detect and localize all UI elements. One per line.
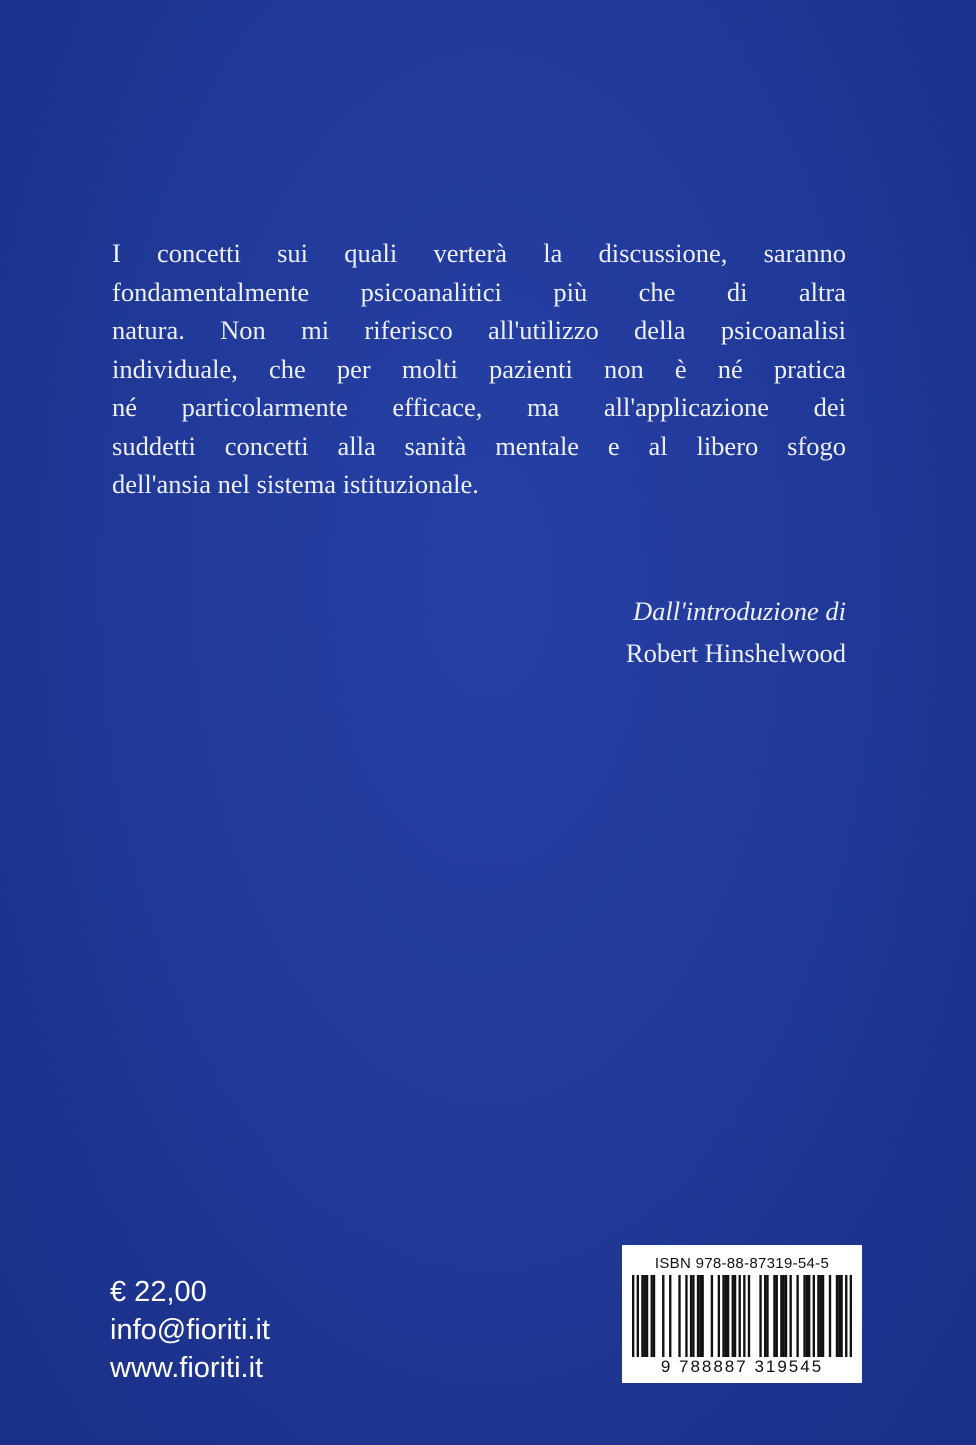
publisher-contact <box>110 1273 270 1387</box>
blurb-line: né particolarmente efficace, ma all'applicazione dei <box>112 392 846 422</box>
barcode-bar <box>725 1275 727 1357</box>
barcode-icon <box>632 1275 852 1357</box>
barcode-bar <box>641 1275 643 1357</box>
barcode-bar <box>690 1275 692 1357</box>
isbn-label: ISBN 978-88-87319-54-5 <box>654 1255 830 1272</box>
barcode-bar <box>759 1275 761 1357</box>
blurb-line: fondamentalmente psicoanalitici più che di altra <box>112 276 846 307</box>
barcode-bar <box>783 1275 785 1357</box>
barcode-bar <box>732 1275 734 1357</box>
barcode-bar <box>646 1275 648 1357</box>
barcode-bar <box>836 1275 838 1357</box>
barcode-bar <box>820 1275 822 1357</box>
barcode-bar <box>722 1275 724 1357</box>
barcode-bar <box>727 1275 729 1357</box>
barcode-bar <box>813 1275 815 1357</box>
barcode-bar <box>743 1275 745 1357</box>
blurb-line: I concetti sui quali verterà la discussione, saranno <box>112 238 846 268</box>
barcode-bar <box>808 1275 810 1357</box>
attribution-intro: Dall'introduzione di <box>632 596 846 626</box>
barcode-bar <box>766 1275 768 1357</box>
barcode-bar <box>840 1275 842 1357</box>
barcode-bar <box>776 1275 778 1357</box>
email-link[interactable]: info@fioriti.it <box>110 1314 270 1346</box>
barcode-bar <box>653 1275 655 1357</box>
barcode-bar <box>780 1275 782 1357</box>
barcode-bar <box>803 1275 805 1357</box>
barcode-bar <box>806 1275 808 1357</box>
barcode-bar <box>632 1275 634 1357</box>
barcode-bar <box>718 1275 720 1357</box>
barcode-bar <box>845 1275 847 1357</box>
barcode-bar <box>796 1275 798 1357</box>
blurb-text <box>112 234 846 504</box>
barcode-bar <box>662 1275 664 1357</box>
barcode-bar <box>637 1275 639 1357</box>
barcode-bar <box>678 1275 680 1357</box>
barcode-bar <box>838 1275 840 1357</box>
website-link[interactable]: www.fioriti.it <box>110 1352 264 1384</box>
barcode-bar <box>734 1275 736 1357</box>
barcode-bar <box>644 1275 646 1357</box>
barcode-bar <box>817 1275 819 1357</box>
blurb-line: suddetti concetti alla sanità mentale e al libero sfogo <box>112 430 846 461</box>
barcode-bar <box>748 1275 750 1357</box>
barcode-bar <box>692 1275 694 1357</box>
barcode-bar <box>829 1275 831 1357</box>
barcode-bar <box>764 1275 766 1357</box>
barcode-panel <box>622 1245 862 1383</box>
barcode-bar <box>739 1275 741 1357</box>
barcode-bar <box>785 1275 787 1357</box>
barcode-bar <box>773 1275 775 1357</box>
barcode-bar <box>822 1275 824 1357</box>
blurb-line: natura. Non mi riferisco all'utilizzo della psicoanalisi <box>112 315 846 345</box>
barcode-bar <box>669 1275 671 1357</box>
attribution <box>626 590 846 674</box>
ean-digits: 9 788887 319545 <box>660 1357 824 1376</box>
attribution-author: Robert Hinshelwood <box>625 638 846 668</box>
barcode-bar <box>701 1275 703 1357</box>
barcode-bar <box>685 1275 687 1357</box>
blurb-line: individuale, che per molti pazienti non è né pratica <box>112 353 846 384</box>
barcode-bar <box>711 1275 713 1357</box>
barcode-bar <box>651 1275 653 1357</box>
price-label: € 22,00 <box>110 1276 207 1308</box>
barcode-bar <box>789 1275 791 1357</box>
barcode-bar <box>850 1275 852 1357</box>
barcode-bar <box>699 1275 701 1357</box>
blurb-line: dell'ansia nel sistema istituzionale. <box>112 469 479 499</box>
barcode-bar <box>697 1275 699 1357</box>
